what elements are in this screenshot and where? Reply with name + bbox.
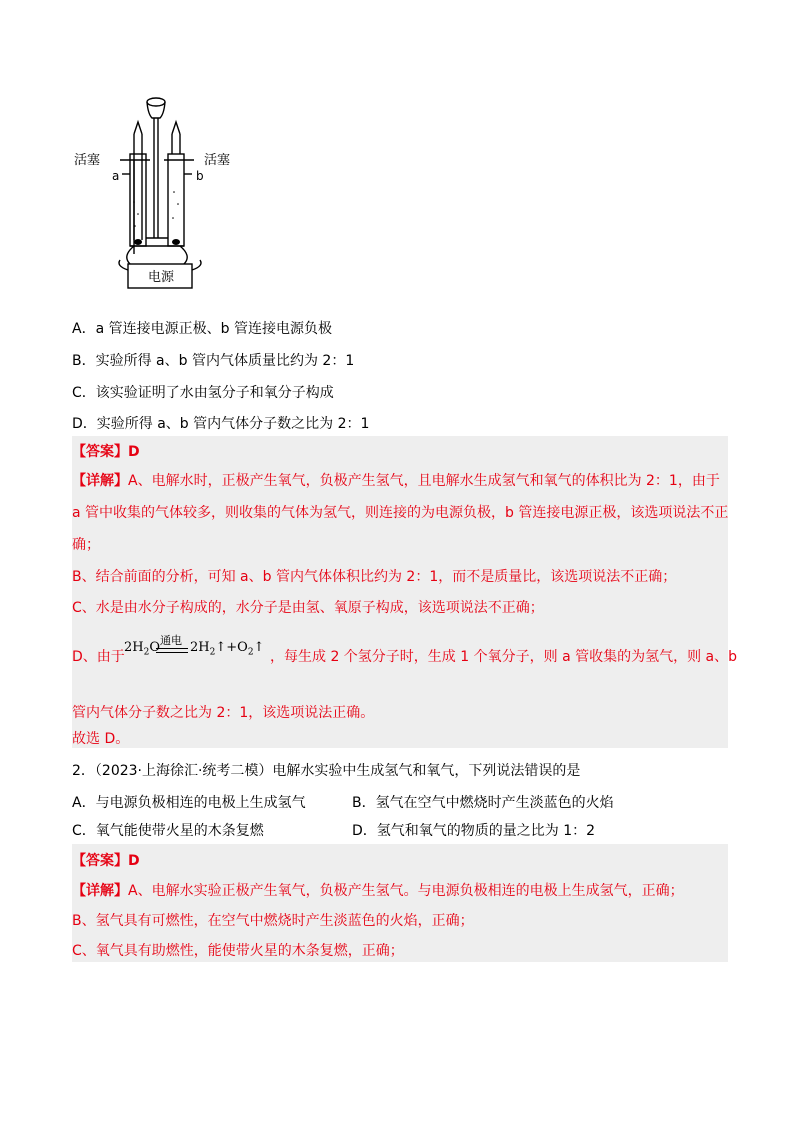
q2-answer-tag: 【答案】 bbox=[72, 853, 128, 869]
q1-answer-tag: 【答案】 bbox=[72, 444, 128, 460]
q1-detail-line2: a 管中收集的气体较多，则收集的气体为氢气，则连接的为电源负极，b 管连接电源正极，该选项说法不正 bbox=[72, 505, 729, 521]
q1-detail-line-c: C、水是由水分子构成的，水分子是由氢、氧原子构成，该选项说法不正确； bbox=[72, 600, 544, 616]
q1-option-c: C．该实验证明了水由氢分子和氧分子构成 bbox=[72, 385, 334, 401]
q2-detail-line-b: B、氢气具有可燃性，在空气中燃烧时产生淡蓝色的火焰，正确； bbox=[72, 913, 474, 929]
q1-detail-line-d-post: ，每生成 2 个氢分子时，生成 1 个氧分子，则 a 管收集的为氢气，则 a、b bbox=[270, 649, 738, 665]
equation-double-line bbox=[156, 648, 188, 653]
equation-o2-sub: 2 bbox=[247, 647, 254, 658]
q1-detail-line1-text: A、电解水时，正极产生氧气，负极产生氢气，且电解水生成氢气和氧气的体积比为 2：1，由于 bbox=[128, 473, 720, 489]
equation-left-sub: 2 bbox=[143, 647, 150, 658]
q2-option-a: A．与电源负极相连的电极上生成氢气 bbox=[72, 795, 306, 811]
q2-detail-line-a-text: A、电解水实验正极产生氧气，负极产生氢气。与电源负极相连的电极上生成氢气，正确； bbox=[128, 883, 684, 899]
stopcock-right-label: 活塞 bbox=[204, 153, 231, 168]
q2-option-b: B．氢气在空气中燃烧时产生淡蓝色的火焰 bbox=[352, 795, 614, 811]
q2-stem: 2．（2023·上海徐汇·统考二模）电解水实验中生成氢气和氧气，下列说法错误的是 bbox=[72, 763, 581, 779]
equation-right-h2: 2H bbox=[190, 640, 210, 655]
q1-detail-line3: 确； bbox=[72, 537, 100, 553]
q1-detail-tag: 【详解】 bbox=[72, 473, 128, 489]
equation-condition: 通电 bbox=[160, 634, 182, 647]
q2-answer-value: D bbox=[128, 853, 140, 869]
equation-right bbox=[190, 640, 264, 658]
equation-left-h: 2H bbox=[124, 640, 144, 655]
q1-answer bbox=[72, 441, 140, 463]
equation-arrow-o2: ↑ bbox=[253, 640, 265, 655]
q1-detail-line-d2: 管内气体分子数之比为 2：1，该选项说法正确。 bbox=[72, 705, 375, 721]
q2-detail-tag: 【详解】 bbox=[72, 883, 128, 899]
equation-left bbox=[124, 640, 160, 658]
q1-answer-value: D bbox=[128, 444, 140, 460]
q2-answer bbox=[72, 850, 140, 872]
q1-option-a: A．a 管连接电源正极、b 管连接电源负极 bbox=[72, 321, 332, 337]
q2-option-d: D．氢气和氧气的物质的量之比为 1：2 bbox=[352, 823, 596, 839]
stopcock-left-label: 活塞 bbox=[74, 153, 101, 168]
q1-option-d: D．实验所得 a、b 管内气体分子数之比为 2：1 bbox=[72, 416, 370, 432]
tube-a-label: a bbox=[112, 169, 120, 183]
q2-detail-line-a bbox=[72, 880, 684, 902]
q1-detail-line1 bbox=[72, 470, 720, 492]
equation-right-h2-sub: 2 bbox=[209, 647, 216, 658]
equation-left-o: O bbox=[149, 640, 161, 655]
power-source-label: 电源 bbox=[148, 270, 175, 285]
tube-b-label: b bbox=[196, 169, 204, 183]
q1-conclusion: 故选 D。 bbox=[72, 731, 130, 747]
q1-option-b: B．实验所得 a、b 管内气体质量比约为 2：1 bbox=[72, 353, 355, 369]
q2-detail-line-c: C、氧气具有助燃性，能使带火星的木条复燃，正确； bbox=[72, 943, 404, 959]
electrolysis-equation bbox=[124, 632, 284, 668]
equation-plus-o2: +O bbox=[226, 640, 248, 655]
q1-detail-line-b: B、结合前面的分析，可知 a、b 管内气体体积比约为 2：1，而不是质量比，该选项说法不正确； bbox=[72, 569, 677, 585]
q1-detail-line-d-pre: D、由于 bbox=[72, 649, 125, 665]
q2-option-c: C．氧气能使带火星的木条复燃 bbox=[72, 823, 264, 839]
electrolysis-apparatus-figure bbox=[72, 92, 242, 302]
equation-arrow-h2: ↑ bbox=[215, 640, 227, 655]
